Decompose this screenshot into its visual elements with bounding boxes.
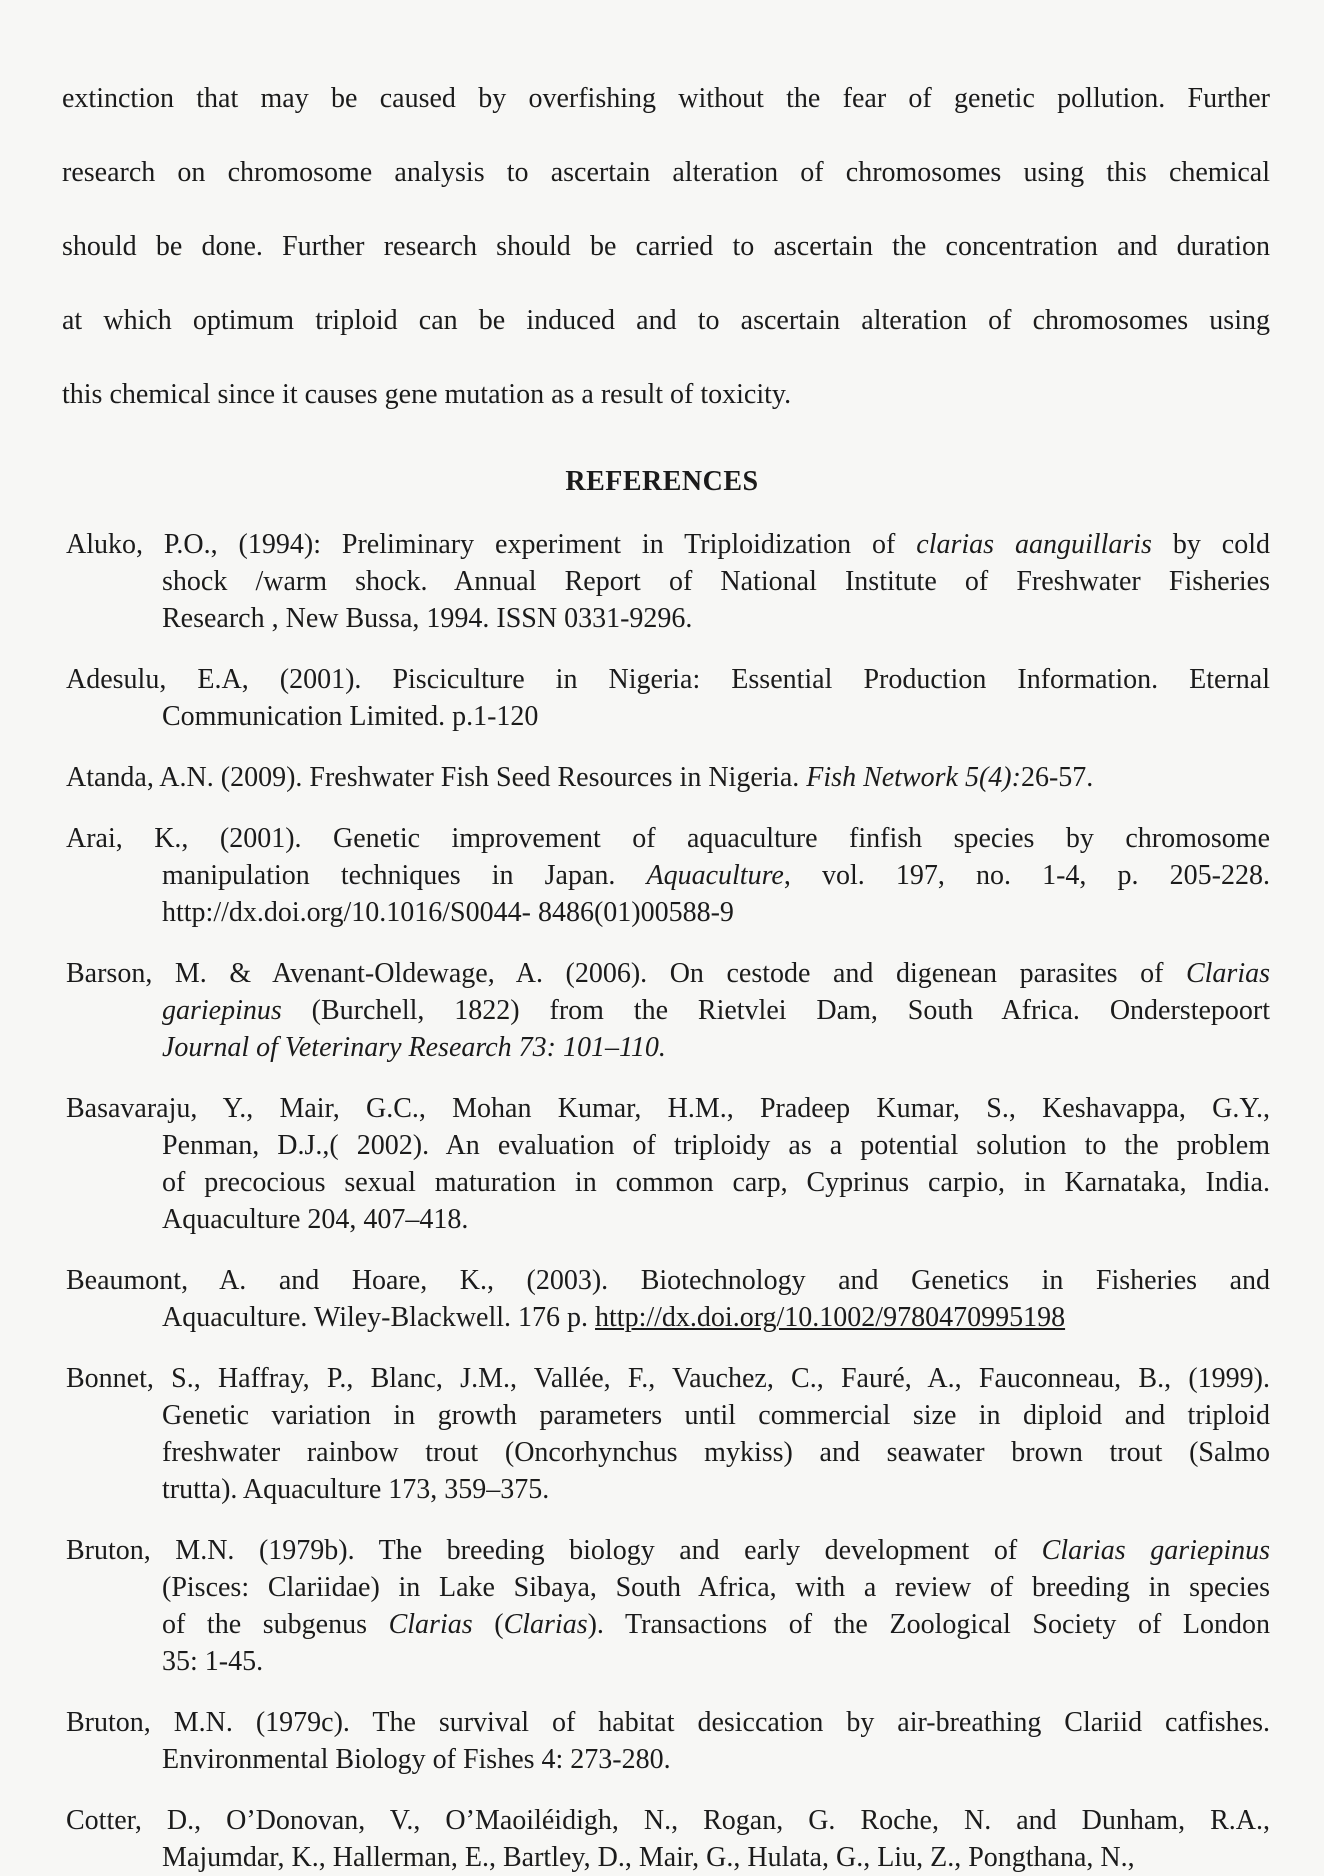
reference-text: 26-57. [1020,762,1094,793]
reference-line [162,1164,1270,1201]
reference-entry [66,526,1270,637]
reference-text: ). Transactions of the Zoological Society of London [587,1609,1270,1640]
reference-italic-text: clarias aanguillaris [916,529,1152,560]
reference-text: Adesulu, E.A, (2001). Pisciculture in Nigeria: Essential Production Information. Eternal [66,664,1270,695]
reference-entry [66,1090,1270,1238]
reference-text: Barson, M. & Avenant-Oldewage, A. (2006). On cestode and digenean parasites of [66,958,1186,989]
reference-line [162,1397,1270,1434]
reference-line [66,526,1270,563]
reference-line [66,1802,1270,1839]
reference-italic-text: Journal of Veterinary Research 73: 101–110. [162,1032,666,1063]
reference-line [66,1704,1270,1741]
reference-line [66,820,1270,857]
reference-entry [66,955,1270,1066]
reference-line [162,600,1270,637]
reference-line [162,992,1270,1029]
reference-text: Basavaraju, Y., Mair, G.C., Mohan Kumar, H.M., Pradeep Kumar, S., Keshavappa, G.Y., [66,1093,1270,1124]
reference-text: Arai, K., (2001). Genetic improvement of aquaculture finfish species by chromosome [66,823,1270,854]
references-heading: REFERENCES [565,466,759,497]
reference-line [66,661,1270,698]
reference-italic-text: Fish Network 5(4): [806,762,1021,793]
reference-text: of the subgenus [162,1609,389,1640]
reference-line [162,1606,1270,1643]
reference-text: ( [472,1609,504,1640]
reference-entry [66,661,1270,735]
reference-text: Environmental Biology of Fishes 4: 273-280. [162,1744,671,1775]
body-line: this chemical since it causes gene mutation as a result of toxicity. [62,379,792,410]
reference-text: (Pisces: Clariidae) in Lake Sibaya, South Africa, with a review of breeding in species [162,1572,1270,1603]
reference-entry [66,1262,1270,1336]
reference-line [162,857,1270,894]
reference-text: Majumdar, K., Hallerman, E., Bartley, D., Mair, G., Hulata, G., Liu, Z., Pongthana, N., [162,1842,1135,1873]
reference-italic-text: Clarias gariepinus [1041,1535,1271,1566]
reference-text: Aquaculture 204, 407–418. [162,1204,469,1235]
reference-text: Research , New Bussa, 1994. ISSN 0331-9296. [162,603,693,634]
reference-entry [66,820,1270,931]
reference-line [66,759,1270,796]
reference-line [162,1127,1270,1164]
body-line: at which optimum triploid can be induced and to ascertain alteration of chromosomes using [62,305,1270,336]
reference-text: Atanda, A.N. (2009). Freshwater Fish Seed Resources in Nigeria. [66,762,807,793]
reference-text: Aquaculture. Wiley-Blackwell. 176 p. [162,1302,596,1333]
reference-line [162,894,1270,931]
reference-line [162,698,1270,735]
reference-line [162,1839,1270,1876]
reference-link[interactable]: http://dx.doi.org/10.1002/9780470995198 [595,1302,1066,1333]
body-paragraph [62,62,1270,432]
reference-entry [66,1532,1270,1680]
reference-line [162,1029,1270,1066]
reference-entry [66,1704,1270,1778]
body-line: research on chromosome analysis to ascertain alteration of chromosomes using this chemical [62,157,1270,188]
reference-line [162,1741,1270,1778]
reference-line [162,1201,1270,1238]
reference-line [162,1569,1270,1606]
body-line: should be done. Further research should be carried to ascertain the concentration and duration [62,231,1270,262]
reference-line [162,1434,1270,1471]
reference-text: 35: 1-45. [162,1646,264,1677]
body-line: extinction that may be caused by overfishing without the fear of genetic pollution. Further [62,83,1270,114]
reference-line [162,1643,1270,1680]
reference-italic-text: Aquaculture [646,860,784,891]
reference-text: Bruton, M.N. (1979b). The breeding biology and early development of [66,1535,1042,1566]
reference-italic-text: Clarias [503,1609,588,1640]
reference-line [162,1299,1270,1336]
reference-text: Penman, D.J.,( 2002). An evaluation of triploidy as a potential solution to the problem [162,1130,1270,1161]
reference-italic-text: Clarias [388,1609,473,1640]
reference-text: , vol. 197, no. 1-4, p. 205-228. [783,860,1270,891]
reference-line [66,1532,1271,1569]
reference-line [162,1471,1270,1508]
reference-text: Communication Limited. p.1-120 [162,701,539,732]
reference-text: (Burchell, 1822) from the Rietvlei Dam, South Africa. Onderstepoort [281,995,1270,1026]
reference-line [162,563,1270,600]
reference-line [66,1262,1270,1299]
reference-text: Cotter, D., O’Donovan, V., O’Maoiléidigh, N., Rogan, G. Roche, N. and Dunham, R.A., [66,1805,1270,1836]
reference-text: Aluko, P.O., (1994): Preliminary experiment in Triploidization of [66,529,917,560]
reference-text: Bruton, M.N. (1979c). The survival of habitat desiccation by air-breathing Clariid catfishes. [66,1707,1270,1738]
reference-text: trutta). Aquaculture 173, 359–375. [162,1474,550,1505]
reference-text: freshwater rainbow trout (Oncorhynchus mykiss) and seawater brown trout (Salmo [162,1437,1270,1468]
reference-line [66,955,1270,992]
reference-text: manipulation techniques in Japan. [162,860,647,891]
reference-entry [66,759,1270,796]
reference-text: shock /warm shock. Annual Report of National Institute of Freshwater Fisheries [162,566,1270,597]
reference-italic-text: Clarias [1185,958,1270,989]
reference-text: by cold [1151,529,1270,560]
reference-text: Bonnet, S., Haffray, P., Blanc, J.M., Vallée, F., Vauchez, C., Fauré, A., Fauconneau, B., (1999). [66,1363,1270,1394]
reference-line [66,1090,1270,1127]
reference-entry [66,1360,1270,1508]
references-list [66,502,1270,1876]
reference-line [66,1360,1270,1397]
reference-text: Genetic variation in growth parameters until commercial size in diploid and triploid [162,1400,1270,1431]
reference-text: of precocious sexual maturation in common carp, Cyprinus carpio, in Karnataka, India. [162,1167,1270,1198]
reference-entry [66,1802,1270,1876]
reference-text: Beaumont, A. and Hoare, K., (2003). Biotechnology and Genetics in Fisheries and [66,1265,1270,1296]
reference-italic-text: gariepinus [162,995,282,1026]
reference-text: http://dx.doi.org/10.1016/S0044- 8486(01)00588-9 [162,897,734,928]
